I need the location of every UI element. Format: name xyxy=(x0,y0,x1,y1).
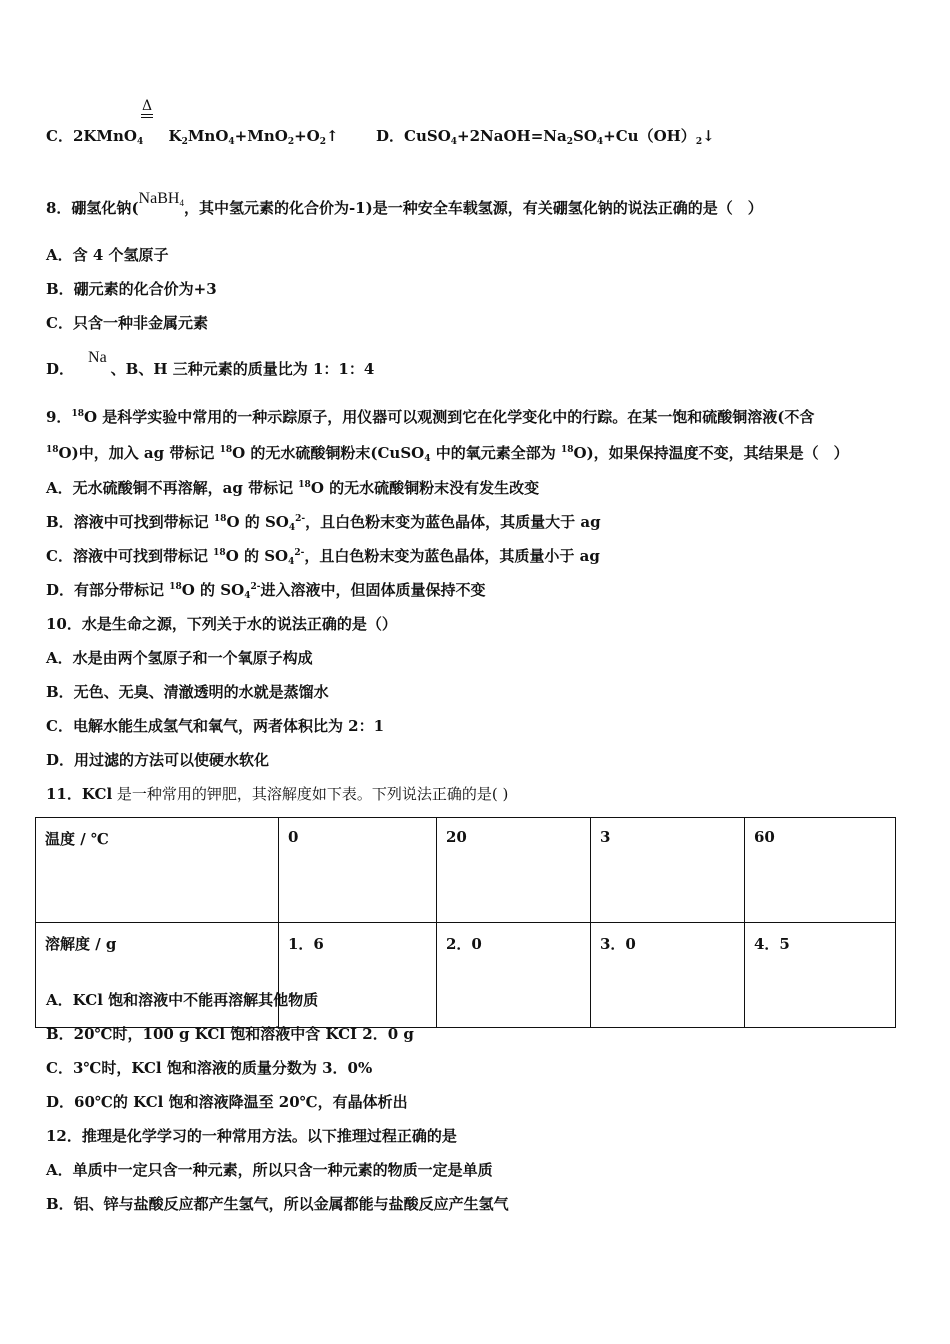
table-cell: 3．0 xyxy=(591,923,745,1028)
q8-option-b: B．硼元素的化合价为+3 xyxy=(46,280,217,298)
table-cell: 温度 / ℃ xyxy=(36,818,279,923)
q10-option-d: D．用过滤的方法可以使硬水软化 xyxy=(46,751,270,769)
q9-option-d: D．有部分带标记 $^{18}$O 的 $SO_4^{2-}$进入溶液中，但固体质量保持不变 xyxy=(46,581,486,601)
q10-option-c: C．电解水能生成氢气和氧气，两者体积比为 2：1 xyxy=(46,717,385,735)
q11-option-d: D．60℃的 KCl 饱和溶液降温至 20℃，有晶体析出 xyxy=(46,1093,408,1111)
heating-delta-symbol: Δ xyxy=(141,100,153,118)
table-cell: 1．6 xyxy=(279,923,437,1028)
q9-stem-line1: 9．$^{18}$O 是科学实验中常用的一种示踪原子，用仪器可以观测到它在化学变化中的行踪。在某一饱和硫酸铜溶液(不含 xyxy=(46,408,815,426)
q7-option-c: C．2KMnO$_4$ $K_2MnO_4+MnO_2+O_2↑$ xyxy=(46,127,339,147)
table-cell: 4．5 xyxy=(745,923,896,1028)
q9-stem-line2: $^{18}$O)中，加入 ag 带标记 $^{18}$O 的无水硫酸铜粉末(CuSO$_4$ 中的氧元素全部为 $^{18}$O)，如果保持温度不变，其结果是（ ） xyxy=(46,444,849,464)
q12-option-a: A．单质中一定只含一种元素，所以只含一种元素的物质一定是单质 xyxy=(46,1161,493,1179)
table-row xyxy=(36,923,896,1028)
q9-option-b: B．溶液中可找到带标记 $^{18}$O 的 $SO_4^{2-}$，且白色粉末变为蓝色晶体，其质量大于 ag xyxy=(46,513,601,533)
q8-option-a: A．含 4 个氢原子 xyxy=(46,246,169,264)
q11-option-b: B．20℃时，100 g KCl 饱和溶液中含 KCI 2．0 g xyxy=(46,1025,414,1043)
table-cell: 2．0 xyxy=(437,923,591,1028)
q9-option-a: A．无水硫酸铜不再溶解，ag 带标记 $^{18}$O 的无水硫酸铜粉末没有发生改变 xyxy=(46,479,540,497)
q10-stem: 10．水是生命之源，下列关于水的说法正确的是（） xyxy=(46,615,397,633)
table-cell: 20 xyxy=(437,818,591,923)
q8-stem: 8．硼氢化钠(NaBH$_4$，其中氢元素的化合价为-1)是一种安全车载氢源，有关硼氢化钠的说法正确的是（ ） xyxy=(46,190,763,217)
table-cell: 0 xyxy=(279,818,437,923)
q12-option-b: B．铝、锌与盐酸反应都产生氢气，所以金属都能与盐酸反应产生氢气 xyxy=(46,1195,509,1213)
q8-option-d: D．Na、B、H 三种元素的质量比为 1：1：4 xyxy=(46,349,375,378)
q8-option-c: C．只含一种非金属元素 xyxy=(46,314,208,332)
table-row xyxy=(36,818,896,923)
q7-option-d: D．$CuSO_4+2NaOH=Na_2SO_4+Cu(OH)_2↓$ xyxy=(376,127,715,147)
table-cell: 60 xyxy=(745,818,896,923)
table-cell: 3 xyxy=(591,818,745,923)
q12-stem: 12．推理是化学学习的一种常用方法。以下推理过程正确的是 xyxy=(46,1127,457,1145)
table-cell: 溶解度 / g xyxy=(36,923,279,1028)
q11-stem: 11．KCl 是一种常用的钾肥，其溶解度如下表。下列说法正确的是( ) xyxy=(46,785,509,803)
q11-option-a: A．KCl 饱和溶液中不能再溶解其他物质 xyxy=(46,991,319,1009)
q10-option-b: B．无色、无臭、清澈透明的水就是蒸馏水 xyxy=(46,683,329,701)
q11-option-c: C．3℃时，KCl 饱和溶液的质量分数为 3．0% xyxy=(46,1059,373,1077)
q9-option-c: C．溶液中可找到带标记 $^{18}$O 的 $SO_4^{2-}$，且白色粉末变为蓝色晶体，其质量小于 ag xyxy=(46,547,600,567)
q10-option-a: A．水是由两个氢原子和一个氧原子构成 xyxy=(46,649,313,667)
